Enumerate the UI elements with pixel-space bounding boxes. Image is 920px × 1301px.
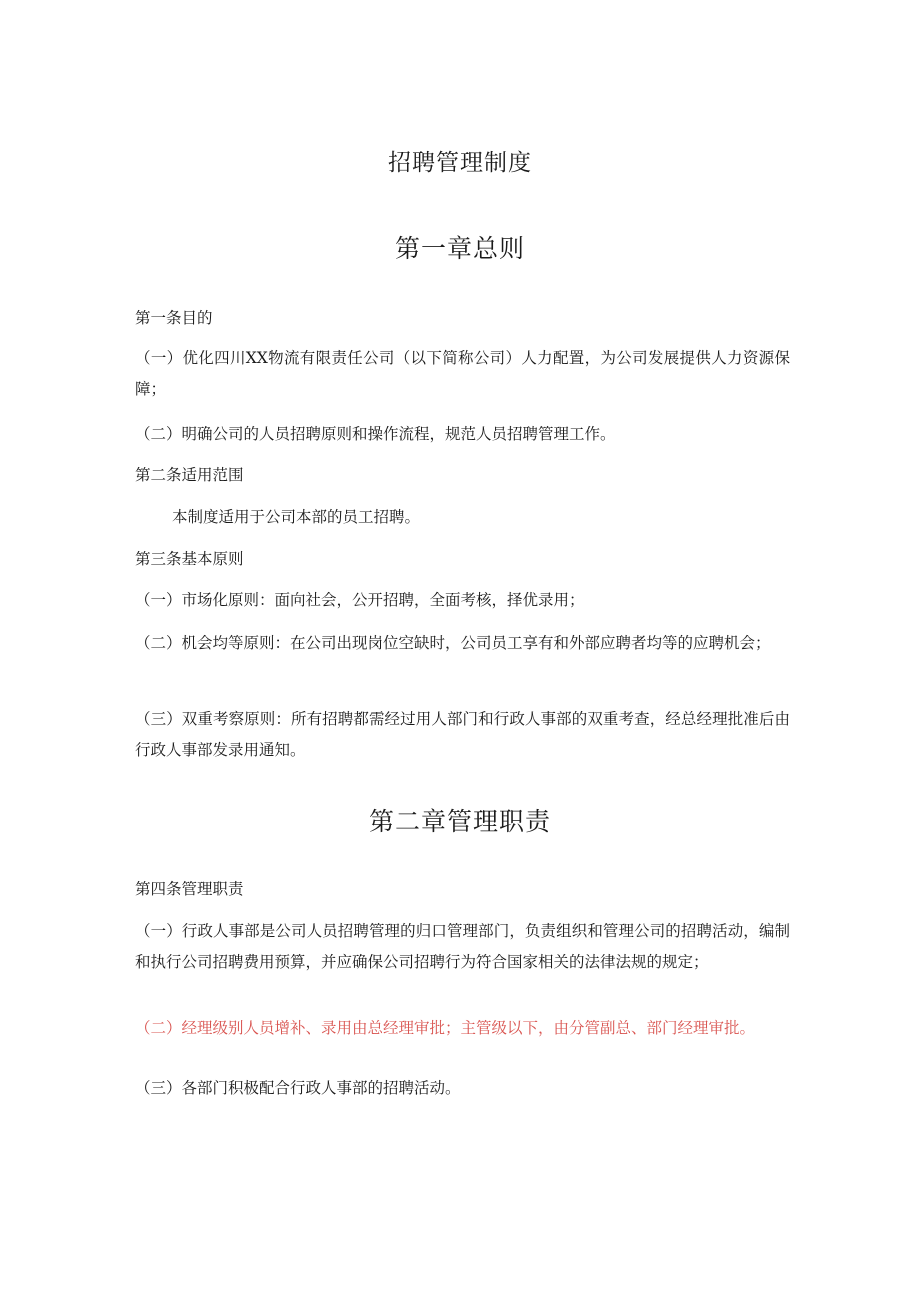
article-heading: 第二条适用范围 [135,466,244,484]
highlighted-paragraph: （二）经理级别人员增补、录用由总经理审批；主管级以下，由分管副总、部门经理审批。 [135,1019,756,1037]
paragraph: 本制度适用于公司本部的员工招聘。 [172,508,421,526]
paragraph: （三）双重考察原则：所有招聘都需经过用人部门和行政人事部的双重考查，经总经理批准后由行政人事部发录用通知。 [135,710,790,759]
paragraph: （一）市场化原则：面向社会，公开招聘，全面考核，择优录用； [135,591,585,609]
paragraph: （一）优化四川XX物流有限责任公司（以下简称公司）人力配置，为公司发展提供人力资源保障； [135,349,790,398]
paragraph: （一）行政人事部是公司人员招聘管理的归口管理部门，负责组织和管理公司的招聘活动，编制和执行公司招聘费用预算，并应确保公司招聘行为符合国家相关的法律法规的规定； [135,922,790,971]
article-heading: 第一条目的 [135,309,213,327]
paragraph: （二）机会均等原则：在公司出现岗位空缺时，公司员工享有和外部应聘者均等的应聘机会； [135,634,771,652]
chapter-heading: 第一章总则 [394,234,525,263]
paragraph: （三）各部门积极配合行政人事部的招聘活动。 [135,1079,461,1097]
article-heading: 第四条管理职责 [135,880,244,898]
chapter-heading: 第二章管理职责 [368,807,551,836]
document-title: 招聘管理制度 [388,150,532,176]
paragraph: （二）明确公司的人员招聘原则和操作流程，规范人员招聘管理工作。 [135,425,616,443]
article-heading: 第三条基本原则 [135,550,244,568]
